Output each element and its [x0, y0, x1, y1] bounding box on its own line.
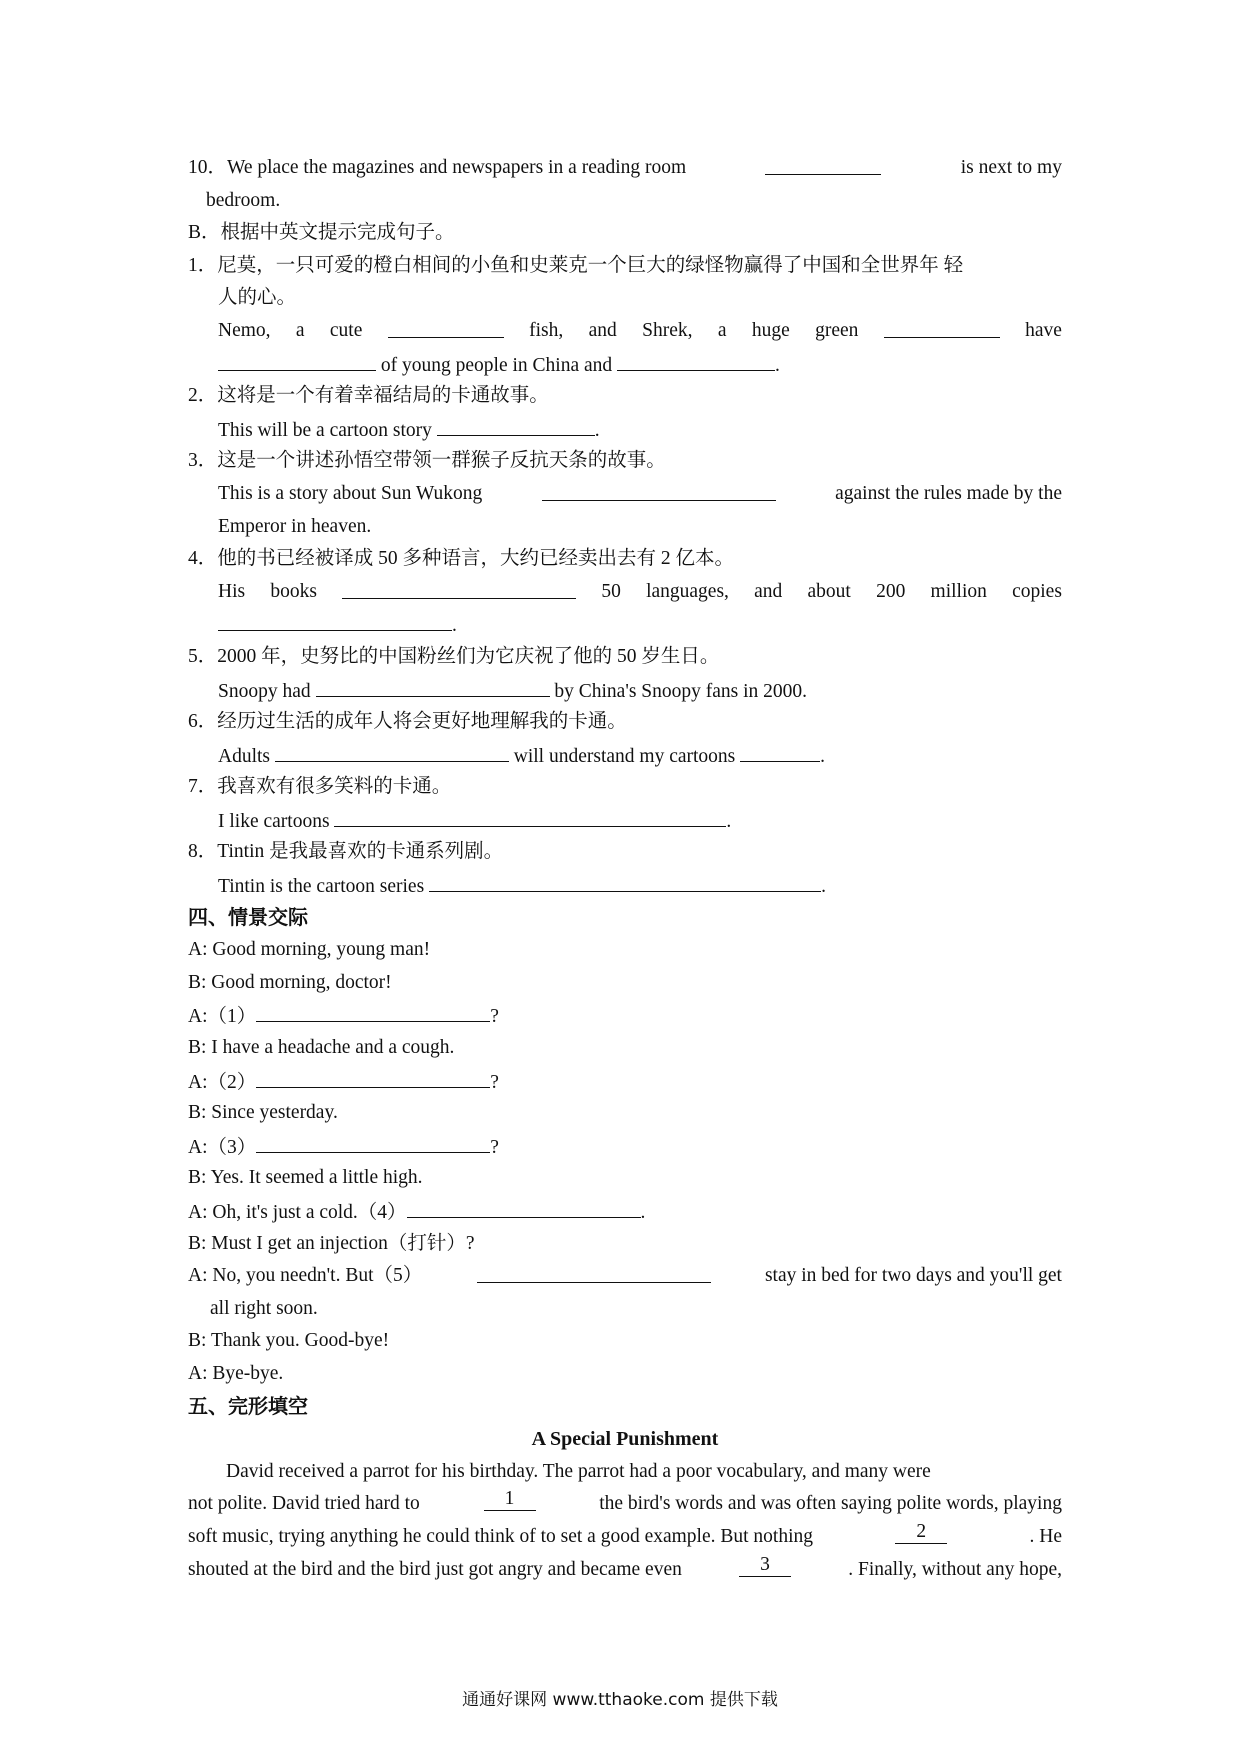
b3-blank[interactable] — [542, 478, 776, 501]
b3-en-line2: Emperor in heaven. — [218, 515, 372, 537]
dialogue-line-2: B: Good morning, doctor! — [188, 971, 392, 993]
b5-blank[interactable] — [316, 674, 550, 697]
worksheet-page — [188, 152, 1062, 1586]
page-footer: 通通好课网 www.tthaoke.com 提供下载 — [462, 1690, 778, 1710]
dialogue-line-5: A:（2） ? — [188, 1065, 1062, 1098]
dialogue-blank-3[interactable] — [256, 1130, 490, 1153]
dialogue-line-12: B: Thank you. Good-bye! — [188, 1330, 390, 1352]
b1-cn-line2: 人的心。 — [218, 287, 297, 309]
dialogue-line-8: B: Yes. It seemed a little high. — [188, 1167, 423, 1189]
b8-en: Tintin is the cartoon series . — [188, 869, 1062, 902]
cloze-blank-2[interactable]: 2 — [895, 1521, 947, 1544]
cloze-blank-1[interactable]: 1 — [484, 1488, 536, 1511]
b1-blank-4[interactable] — [617, 348, 775, 371]
dialogue-line-10: B: Must I get an injection（打针）? — [188, 1232, 475, 1254]
b3-en-line1: This is a story about Sun Wukong against the rules made by the — [188, 478, 1062, 511]
b6-cn: 6．经历过生活的成年人将会更好地理解我的卡通。 — [188, 711, 627, 733]
dialogue-line-11-cont: all right soon. — [210, 1297, 318, 1319]
q10-line2: bedroom. — [206, 189, 281, 211]
b4-cn: 4．他的书已经被译成 50 多种语言，大约已经卖出去有 2 亿本。 — [188, 548, 735, 570]
dialogue-line-7: A:（3） ? — [188, 1130, 1062, 1163]
b4-en-line1: His books 50 languages, and about 200 million copies — [188, 576, 1062, 609]
b1-blank-2[interactable] — [884, 315, 1000, 338]
q10-line1 — [188, 152, 1062, 185]
passage-line-4: shouted at the bird and the bird just got angry and became even 3 . Finally, without any hope, — [188, 1553, 1062, 1580]
b6-blank-2[interactable] — [740, 739, 820, 762]
dialogue-line-1: A: Good morning, young man! — [188, 939, 431, 961]
b7-blank[interactable] — [334, 804, 726, 827]
section-4-title: 四、情景交际 — [188, 906, 308, 929]
b2-cn: 2．这将是一个有着幸福结局的卡通故事。 — [188, 385, 549, 407]
b1-blank-3[interactable] — [218, 348, 376, 371]
dialogue-line-13: A: Bye-bye. — [188, 1362, 284, 1384]
b5-en: Snoopy had by China's Snoopy fans in 2000. — [188, 674, 1062, 707]
b4-en-line2: . — [188, 608, 1062, 641]
passage-line-1: David received a parrot for his birthday. The parrot had a poor vocabulary, and many were — [226, 1460, 931, 1482]
b2-blank[interactable] — [437, 413, 595, 436]
passage-line-2: not polite. David tried hard to 1 the bird's words and was often saying polite words, playing — [188, 1488, 1062, 1515]
dialogue-blank-2[interactable] — [256, 1065, 490, 1088]
dialogue-line-11: A: No, you needn't. But（5） stay in bed for two days and you'll get — [188, 1260, 1062, 1293]
q10-num-text: 10．We place the magazines and newspapers in a reading room — [188, 157, 687, 178]
b7-cn: 7．我喜欢有很多笑料的卡通。 — [188, 776, 452, 798]
b1-cn-line1: 1．尼莫，一只可爱的橙白相间的小鱼和史莱克一个巨大的绿怪物赢得了中国和全世界年 轻 — [188, 254, 964, 276]
b1-en-line2: of young people in China and . — [188, 348, 1062, 381]
b4-blank-2[interactable] — [218, 608, 452, 631]
b7-en: I like cartoons . — [188, 804, 1062, 837]
b3-cn: 3．这是一个讲述孙悟空带领一群猴子反抗天条的故事。 — [188, 450, 666, 472]
b1-en-line1: Nemo, a cute fish, and Shrek, a huge green have — [188, 315, 1062, 348]
b1-blank-1[interactable] — [388, 315, 504, 338]
dialogue-blank-1[interactable] — [256, 999, 490, 1022]
b5-cn: 5．2000 年，史努比的中国粉丝们为它庆祝了他的 50 岁生日。 — [188, 645, 720, 667]
dialogue-line-6: B: Since yesterday. — [188, 1102, 338, 1124]
b6-blank-1[interactable] — [275, 739, 509, 762]
b4-blank-1[interactable] — [342, 576, 576, 599]
dialogue-blank-5[interactable] — [477, 1260, 711, 1283]
dialogue-line-3: A:（1） ? — [188, 999, 1062, 1032]
dialogue-blank-4[interactable] — [407, 1195, 641, 1218]
q10-blank[interactable] — [765, 152, 881, 175]
b2-en: This will be a cartoon story . — [188, 413, 1062, 446]
b6-en: Adults will understand my cartoons . — [188, 739, 1062, 772]
q10-part2: is next to my — [960, 157, 1062, 178]
b8-blank[interactable] — [429, 869, 821, 892]
dialogue-line-4: B: I have a headache and a cough. — [188, 1037, 455, 1059]
cloze-blank-3[interactable]: 3 — [739, 1554, 791, 1577]
b8-cn: 8．Tintin 是我最喜欢的卡通系列剧。 — [188, 841, 504, 863]
section-b-title: B．根据中英文提示完成句子。 — [188, 222, 455, 244]
section-5-title: 五、完形填空 — [188, 1395, 308, 1418]
passage-title: A Special Punishment — [531, 1428, 719, 1451]
dialogue-line-9: A: Oh, it's just a cold.（4） . — [188, 1195, 1062, 1228]
passage-line-3: soft music, trying anything he could think of to set a good example. But nothing 2 . He — [188, 1520, 1062, 1547]
